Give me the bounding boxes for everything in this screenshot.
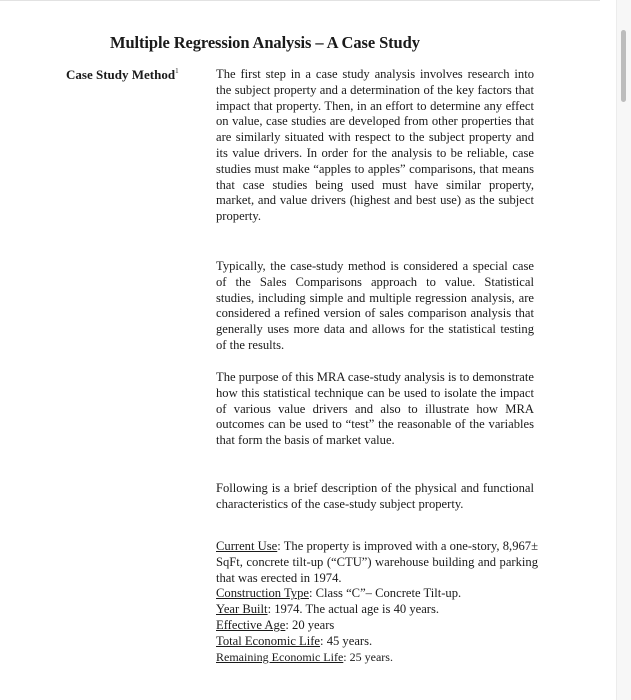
footnote-marker: 1 bbox=[175, 67, 179, 75]
spec-effective-age: Effective Age: 20 years bbox=[216, 617, 335, 632]
spec-value: 1974. The actual age is 40 years. bbox=[274, 602, 440, 617]
spec-current-use: Current Use: The property is improved with a one-story, 8,967± SqFt, concrete tilt-up (“CTU”) warehouse building and parking that was erected in 1974. bbox=[216, 539, 538, 585]
spec-label: Current Use bbox=[216, 539, 278, 553]
spec-year-built: Year Built: 1974. The actual age is 40 years. bbox=[216, 602, 440, 617]
paragraph-purpose: The purpose of this MRA case-study analysis is to demonstrate how this statistical technique can be used to isolate the impact of various value drivers and also to illustrate how MRA outcomes can be used to “test” the reasonable of the variables that form the basis of market value. bbox=[216, 370, 534, 448]
page-top-rule bbox=[0, 0, 600, 1]
scrollbar-thumb[interactable] bbox=[621, 30, 626, 102]
spec-value: 25 years. bbox=[349, 649, 393, 664]
spec-label: Total Economic Life bbox=[216, 633, 321, 648]
spec-value: The property is improved with a one-story, 8,967± SqFt, concrete tilt-up (“CTU”) warehouse building and parking that was erected in 1974. bbox=[216, 539, 538, 585]
paragraph-following: Following is a brief description of the physical and functional characteristics of the case-study subject property. bbox=[216, 481, 534, 511]
document-title: Multiple Regression Analysis – A Case Study bbox=[110, 33, 420, 52]
spec-total-economic-life: Total Economic Life: 45 years. bbox=[216, 633, 373, 648]
vertical-scrollbar[interactable] bbox=[616, 0, 631, 700]
paragraph-sales-comparison: Typically, the case-study method is considered a special case of the Sales Comparisons approach to value. Statistical studies, including simple and multiple regression analysis, are considered a refined version of sales comparison analysis that generally uses more data and allows for the statistical testing of the results. bbox=[216, 259, 534, 352]
spec-label: Construction Type bbox=[216, 586, 309, 601]
spec-label: Remaining Economic Life bbox=[216, 649, 344, 664]
side-heading-text: Case Study Method bbox=[66, 67, 176, 82]
spec-value: Class “C”– Concrete Tilt-up. bbox=[315, 586, 462, 601]
spec-label: Effective Age bbox=[216, 617, 286, 632]
spec-label: Year Built bbox=[216, 602, 268, 617]
paragraph-intro: The first step in a case study analysis involves research into the subject property and a determination of the key factors that impact that property. Then, in an effort to determine any effect on value, case studies are developed from other properties that are similarly situated with respect to the subject property and its value drivers. In order for the analysis to be reliable, case studies must make “apples to apples” comparisons, that means that case studies being used must have similar property, market, and value drivers (highest and best use) as the subject property. bbox=[216, 67, 534, 224]
section-side-heading bbox=[66, 67, 179, 83]
spec-value: 45 years. bbox=[326, 633, 373, 648]
spec-remaining-economic-life: Remaining Economic Life: 25 years. bbox=[216, 649, 393, 664]
property-characteristics-list bbox=[216, 539, 538, 665]
spec-construction-type: Construction Type: Class “C”– Concrete Tilt-up. bbox=[216, 586, 462, 601]
spec-value: 20 years bbox=[292, 617, 335, 632]
